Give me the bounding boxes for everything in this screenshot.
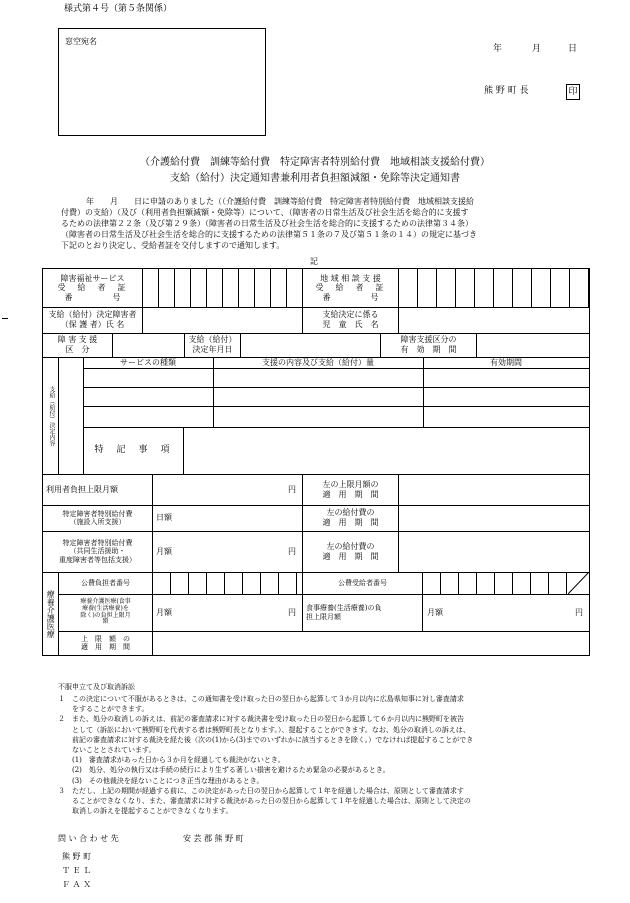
- col-support-content: 支援の内容及び支給（給付）量: [262, 357, 374, 367]
- margin-tick: [2, 318, 8, 319]
- date-month: 月: [532, 44, 542, 54]
- special-benefit-2-period-label: 左の給付費の 適 用 期 間: [303, 531, 399, 572]
- guardian-name-value: [143, 307, 303, 333]
- decision-content-side-label: 支給（給付）決定内容: [43, 357, 59, 474]
- intro-line-4: （障害者の日常生活及び社会生活を総合的に支援するための法律第５１条の７及び第５１条の１４）の規定に基づき: [61, 230, 477, 239]
- recipient-cert-number-boxes: [143, 269, 303, 307]
- care-medical-side-label: 療養介護医療: [43, 572, 59, 655]
- appeal-text: １ この決定について不服があるときは、この通知書を受け取った日の翌日から起算して３か月以内に広島県知事に対し審査請求 をすることができます。 ２ また、処分の取消しの訴えは、前記の審査請求に対する裁決書を受け取った日の翌日から起算して６か月以内に熊野町を被告 として（訴訟において熊野町を代表する者は熊野町長となります。）、提起することができます。なお、処分の取消しの訴えは、 前記の審査請求に対する裁決を経た後（次の(1)から(3)までのいずれかに該当するときを除く。）でなければ提起することができ ないこととされています。 (1) 審査請求があった日から３か月を経過しても裁決がないとき。 (2) 処分、処分の執行又は手続の続行により生ずる著しい損害を避けるため緊急の必要があるとき。 (3) その他裁決を経ないことにつき正当な理由があるとき。 ３ ただし、上記の期間が経過する前に、この決定があった日の翌日から起算して１年を経過した場合は、原則として審査請求す ることができなくなり、また、審査請求に対する裁決があった日の翌日から起算して１年を経過した場合は、原則として決定の 取消しの訴えを提起することができなくなります。: [58, 695, 474, 816]
- remarks-label: 特 記 事 項: [94, 444, 172, 455]
- appeal-heading: 不服申立て及び取消訴訟: [58, 683, 135, 691]
- community-cert-number-boxes: [399, 269, 589, 307]
- meal-limit-label: 食事療養(生活療養)の負 担上限月額: [303, 594, 423, 631]
- issuer-name: 熊 野 町 長: [484, 86, 529, 96]
- contact-office: 安 芸 郡 熊 野 町: [183, 834, 244, 843]
- contact-town: 熊 野 町: [62, 852, 92, 861]
- upper-limit-yen: 円: [153, 474, 303, 505]
- ki-label: 記: [310, 257, 318, 266]
- category-valid-period-label: 障害支援区分の 有 効 期 間: [381, 333, 477, 357]
- contact-tel: Ｔ Ｅ Ｌ: [62, 866, 92, 875]
- community-cert-label: 地 域 相 談 支 援 受 給 者 証 番 号: [303, 269, 399, 307]
- special-benefit-day-amount: 日額: [153, 505, 303, 531]
- date-day: 日: [568, 44, 578, 54]
- care-limit-label: 療養介護医療(食事 療養(生活療養)を 除く)の負担上限月 額: [59, 594, 153, 631]
- public-recipient-number-boxes: [423, 572, 568, 594]
- intro-line-3: るための法律第２２条（及び第２９条）（障害者の日常生活及び社会生活を総合的に支援するための法律第３４条）: [61, 219, 473, 228]
- slash-mark: [568, 572, 589, 594]
- upper-limit-label: 利用者負担上限月額: [43, 474, 153, 505]
- seal-stamp: 印: [566, 84, 580, 100]
- intro-line-2: 付費）の支給）（及び（利用者負担額減額・免除等）について、（障害者の日常生活及び社会生活を総合的に支援す: [61, 208, 469, 217]
- special-benefit-facility-label: 特定障害者特別給付費 （施設入所支援）: [43, 505, 153, 531]
- address-box-label: 窓空宛名: [65, 37, 97, 46]
- care-limit-month-amount: 月額 円: [153, 594, 303, 631]
- contact-fax: Ｆ Ａ Ｘ: [62, 880, 92, 889]
- guardian-name-label: 支給（給付）決定障害者 （保 護 者）氏 名: [43, 307, 143, 333]
- public-recipient-number-label: 公費受給者番号: [303, 572, 423, 594]
- special-benefit-1-period-label: 左の給付費の 適 用 期 間: [303, 505, 399, 531]
- intro-line-5: 下記のとおり決定し、受給者証を交付しますので通知します。: [61, 241, 285, 250]
- title-line-1: （介護給付費 訓練等給付費 特定障害者特別給付費 地域相談支援給付費）: [140, 157, 490, 168]
- intro-line-1: 年 月 日に申請のありました（（介護給付費 訓練等給付費 特定障害者特別給付費 地域相談支援給: [86, 197, 474, 206]
- special-benefit-month-amount: 月額 円: [153, 531, 303, 572]
- upper-limit-period-label: 左の上限月額の 適 用 期 間: [303, 474, 399, 505]
- support-category-label: 障 害 支 援 区 分: [43, 333, 113, 357]
- decision-table: [42, 268, 590, 656]
- form-number: 様式第４号（第５条関係）: [64, 4, 173, 14]
- title-line-2: 支給（給付）決定通知書兼利用者負担額減額・免除等決定通知書: [170, 173, 460, 184]
- child-name-label: 支給決定に係る 児 童 氏 名: [303, 307, 399, 333]
- public-payer-number-boxes: [153, 572, 303, 594]
- col-valid-period: 有効期間: [490, 357, 522, 367]
- public-payer-number-label: 公費負担者番号: [59, 572, 153, 594]
- special-benefit-group-label: 特定障害者特別給付費 （共同生活援助・ 重度障害者等包括支援）: [43, 531, 153, 572]
- limit-period-label: 上 限 額 の 適 用 期 間: [59, 631, 153, 655]
- meal-limit-month-amount: 月額 円: [427, 607, 583, 617]
- contact-label: 問 い 合 わ せ 先: [58, 834, 119, 843]
- col-service-type: サービスの種類: [120, 357, 176, 367]
- recipient-cert-label: 障害福祉サービス 受 給 者 証 番 号: [43, 269, 143, 307]
- decision-date-label: 支給（給付） 決定年月日: [185, 333, 241, 357]
- date-year: 年: [493, 44, 503, 54]
- address-window-box: [58, 28, 266, 136]
